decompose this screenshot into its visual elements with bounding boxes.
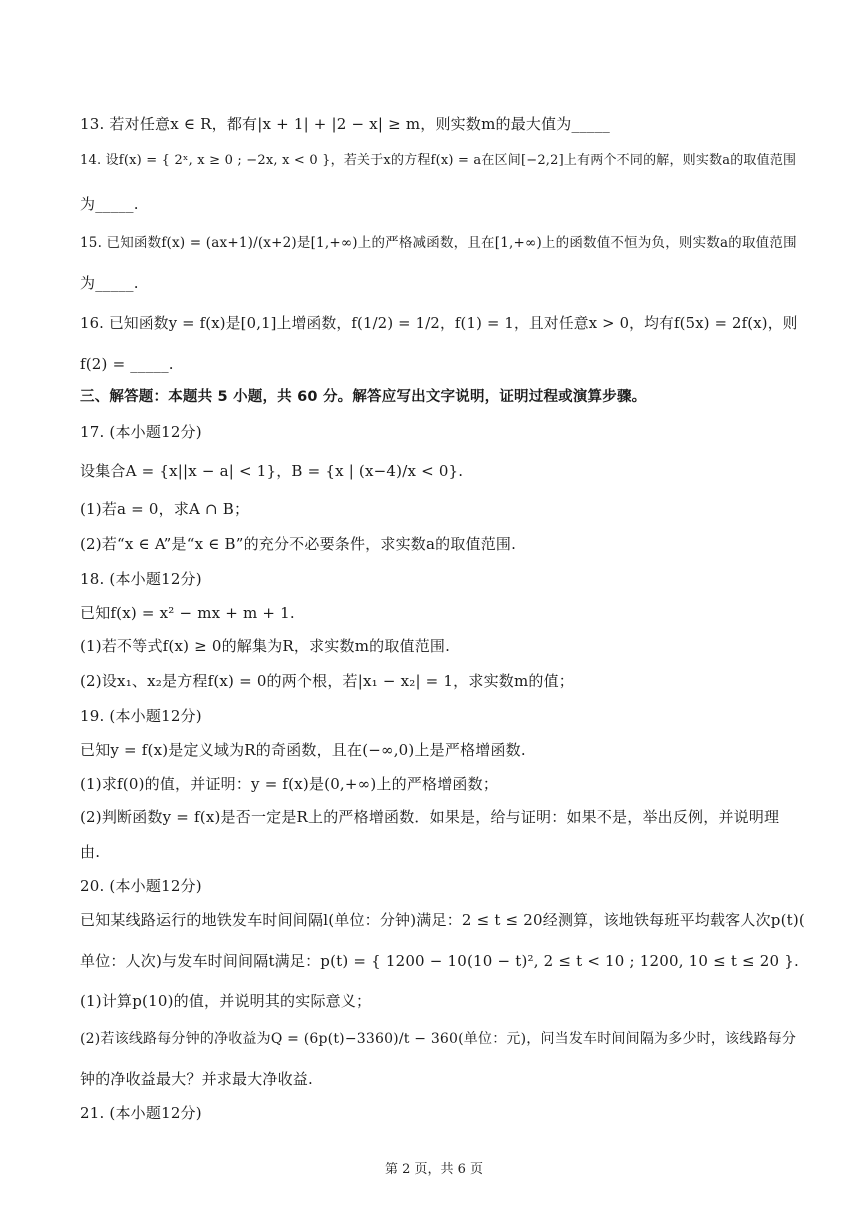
q17-stem: 设集合A = {x||x − a| < 1}，B = {x | (x−4)/x < 0}. xyxy=(80,462,464,480)
q18-heading: 18. (本小题12分) xyxy=(80,570,202,588)
q19-part2-line2: 由. xyxy=(80,843,101,861)
q20-stem-line1: 已知某线路运行的地铁发车时间间隔l(单位：分钟)满足：2 ≤ t ≤ 20经测算，该地铁每班平均载客人次p(t)( xyxy=(80,911,805,929)
q17-part1: (1)若a = 0，求A ∩ B； xyxy=(80,500,250,518)
q21-heading: 21. (本小题12分) xyxy=(80,1104,202,1122)
problem-16-line1: 16. 已知函数y = f(x)是[0,1]上增函数，f(1/2) = 1/2，f(1) = 1，且对任意x > 0，均有f(5x) = 2f(x)，则 xyxy=(80,315,798,332)
problem-16-line2: f(2) = _____. xyxy=(80,355,174,373)
q19-stem: 已知y = f(x)是定义域为R的奇函数，且在(−∞,0)上是严格增函数. xyxy=(80,741,526,759)
problem-14-line2: 为_____. xyxy=(80,195,139,213)
q20-stem-line2: 单位：人次)与发车时间间隔t满足：p(t) = { 1200 − 10(10 − t)², 2 ≤ t < 10 ; 1200, 10 ≤ t ≤ 20 }. xyxy=(80,952,799,970)
q20-heading: 20. (本小题12分) xyxy=(80,877,202,895)
problem-13: 13. 若对任意x ∈ R，都有|x + 1| + |2 − x| ≥ m，则实数m的最大值为_____ xyxy=(80,115,611,133)
page-footer: 第 2 页，共 6 页 xyxy=(384,1162,484,1177)
section-3-heading: 三、解答题：本题共 5 小题，共 60 分。解答应写出文字说明，证明过程或演算步骤。 xyxy=(80,389,647,405)
q20-part2-line1: (2)若该线路每分钟的净收益为Q = (6p(t)−3360)/t − 360(单位：元)，问当发车时间间隔为多少时，该线路每分 xyxy=(80,1031,797,1047)
q19-part1: (1)求f(0)的值，并证明：y = f(x)是(0,+∞)上的严格增函数； xyxy=(80,775,499,793)
q19-heading: 19. (本小题12分) xyxy=(80,707,202,725)
q19-part2-line1: (2)判断函数y = f(x)是否一定是R上的严格增函数．如果是，给与证明：如果不是，举出反例，并说明理 xyxy=(80,808,780,826)
problem-14-line1: 14. 设f(x) = { 2ˣ, x ≥ 0 ; −2x, x < 0 }，若关于x的方程f(x) = a在区间[−2,2]上有两个不同的解，则实数a的取值范围 xyxy=(80,153,797,168)
q17-heading: 17. (本小题12分) xyxy=(80,423,202,441)
q17-part2: (2)若“x ∈ A”是“x ∈ B”的充分不必要条件，求实数a的取值范围. xyxy=(80,535,517,553)
q18-part2: (2)设x₁、x₂是方程f(x) = 0的两个根，若|x₁ − x₂| = 1，求实数m的值； xyxy=(80,672,574,690)
problem-15-line1: 15. 已知函数f(x) = (ax+1)/(x+2)是[1,+∞)上的严格减函数，且在[1,+∞)上的函数值不恒为负，则实数a的取值范围 xyxy=(80,235,797,251)
q18-stem: 已知f(x) = x² − mx + m + 1. xyxy=(80,604,295,622)
q18-part1: (1)若不等式f(x) ≥ 0的解集为R，求实数m的取值范围. xyxy=(80,637,451,655)
problem-15-line2: 为_____. xyxy=(80,274,139,292)
q20-part2-line2: 钟的净收益最大？并求最大净收益. xyxy=(80,1070,313,1088)
q20-part1: (1)计算p(10)的值，并说明其的实际意义； xyxy=(80,992,372,1010)
